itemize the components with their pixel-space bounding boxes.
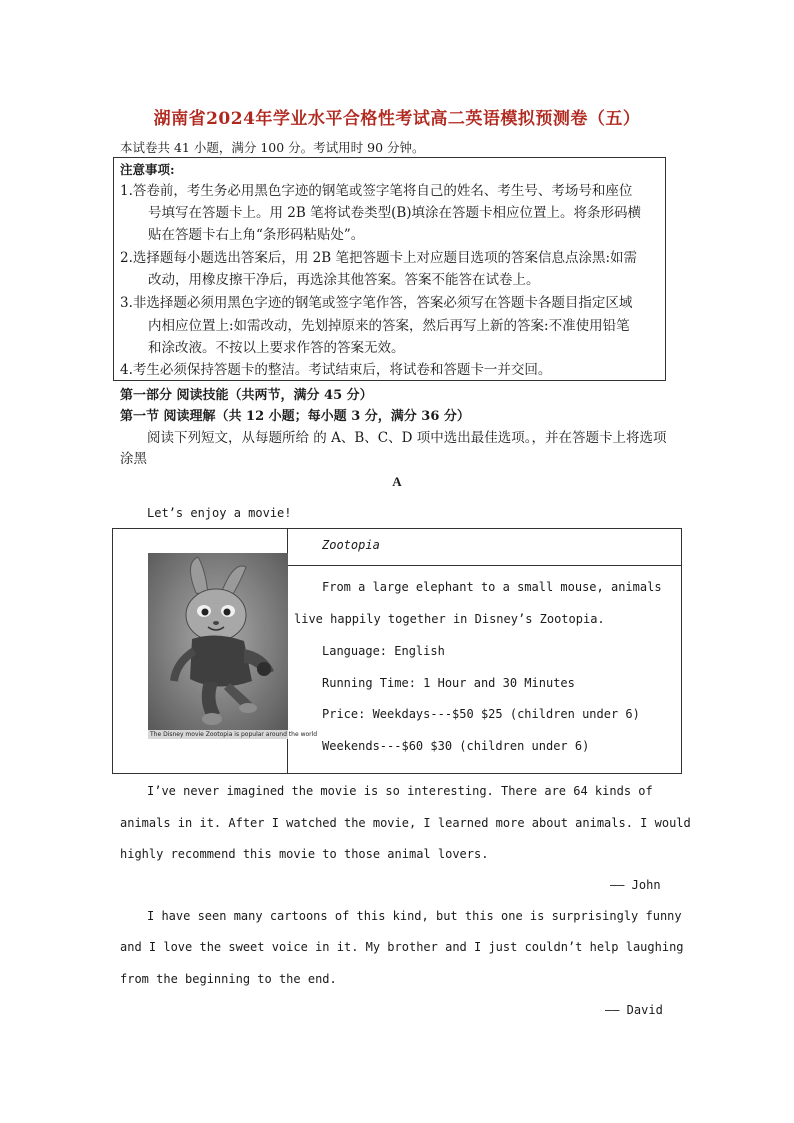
- movie-running-time: Running Time: 1 Hour and 30 Minutes: [322, 676, 575, 690]
- notice-line: 4.考生必须保持答题卡的整洁。考试结束后，将试卷和答题卡一并交回。: [120, 362, 552, 378]
- exam-intro: 本试卷共 41 小题，满分 100 分。考试用时 90 分钟。: [120, 140, 425, 155]
- instruction-line: 阅读下列短文，从每题所给 的 A、B、C、D 项中选出最佳选项。，并在答题卡上将选项: [147, 430, 667, 446]
- notice-line: 号填写在答题卡上。用 2B 笔将试卷类型(B)填涂在答题卡相应位置上。将条形码横: [148, 205, 642, 221]
- movie-title: Zootopia: [322, 538, 380, 552]
- movie-details-cell: [288, 566, 682, 774]
- passage-label: A: [392, 474, 402, 489]
- movie-price-weekdays: Price: Weekdays---$50 $25 (children under 6): [322, 707, 640, 721]
- review-signature: —— David: [605, 1003, 663, 1017]
- review-line: animals in it. After I watched the movie, I learned more about animals. I would: [120, 816, 691, 830]
- movie-price-weekends: Weekends---$60 $30 (children under 6): [322, 739, 590, 753]
- notice-line: 内相应位置上:如需改动，先划掉原来的答案，然后再写上新的答案:不准使用铅笔: [148, 318, 630, 334]
- notice-line: 1.答卷前，考生务必用黑色字迹的钢笔或签字笔将自己的姓名、考生号、考场号和座位: [120, 183, 633, 199]
- movie-photo-cell: [113, 529, 318, 774]
- part-heading: 第一部分 阅读技能（共两节，满分 45 分）: [120, 388, 373, 403]
- review-signature: —— John: [610, 878, 661, 892]
- notice-box: [113, 157, 666, 381]
- section-heading: 第一节 阅读理解（共 12 小题；每小题 3 分，满分 36 分）: [120, 409, 470, 424]
- review-line: I have seen many cartoons of this kind, but this one is surprisingly funny: [147, 909, 682, 923]
- review-line: I’ve never imagined the movie is so interesting. There are 64 kinds of: [147, 784, 653, 798]
- movie-description: live happily together in Disney’s Zootopia.: [294, 612, 605, 626]
- page-title: 湖南省2024年学业水平合格性考试高二英语模拟预测卷（五）: [153, 109, 641, 129]
- notice-line: 改动，用橡皮擦干净后，再选涂其他答案。答案不能答在试卷上。: [148, 272, 540, 288]
- instruction-line: 涂黑: [120, 451, 147, 467]
- movie-description: From a large elephant to a small mouse, animals: [322, 580, 662, 594]
- notice-line: 和涂改液。不按以上要求作答的答案无效。: [148, 340, 405, 356]
- notice-line: 3.非选择题必须用黑色字迹的钢笔或签字笔作答，答案必须写在答题卡各题目指定区域: [120, 295, 633, 311]
- review-line: from the beginning to the end.: [120, 972, 337, 986]
- passage-lead: Let’s enjoy a movie!: [147, 506, 292, 520]
- rabbit-character-illustration: [148, 553, 318, 739]
- movie-poster-image: [148, 553, 318, 739]
- photo-caption: The Disney movie Zootopia is popular around the world: [150, 731, 318, 738]
- movie-language: Language: English: [322, 644, 445, 658]
- notice-line: 贴在答题卡右上角“条形码粘贴处”。: [148, 227, 365, 243]
- movie-title-cell: [288, 529, 682, 566]
- notice-heading: 注意事项:: [120, 162, 175, 177]
- review-line: and I love the sweet voice in it. My brother and I just couldn’t help laughing: [120, 940, 684, 954]
- notice-line: 2.选择题每小题选出答案后，用 2B 笔把答题卡上对应题目选项的答案信息点涂黑:如需: [120, 250, 638, 266]
- review-line: highly recommend this movie to those animal lovers.: [120, 847, 489, 861]
- movie-info-table: [112, 528, 682, 774]
